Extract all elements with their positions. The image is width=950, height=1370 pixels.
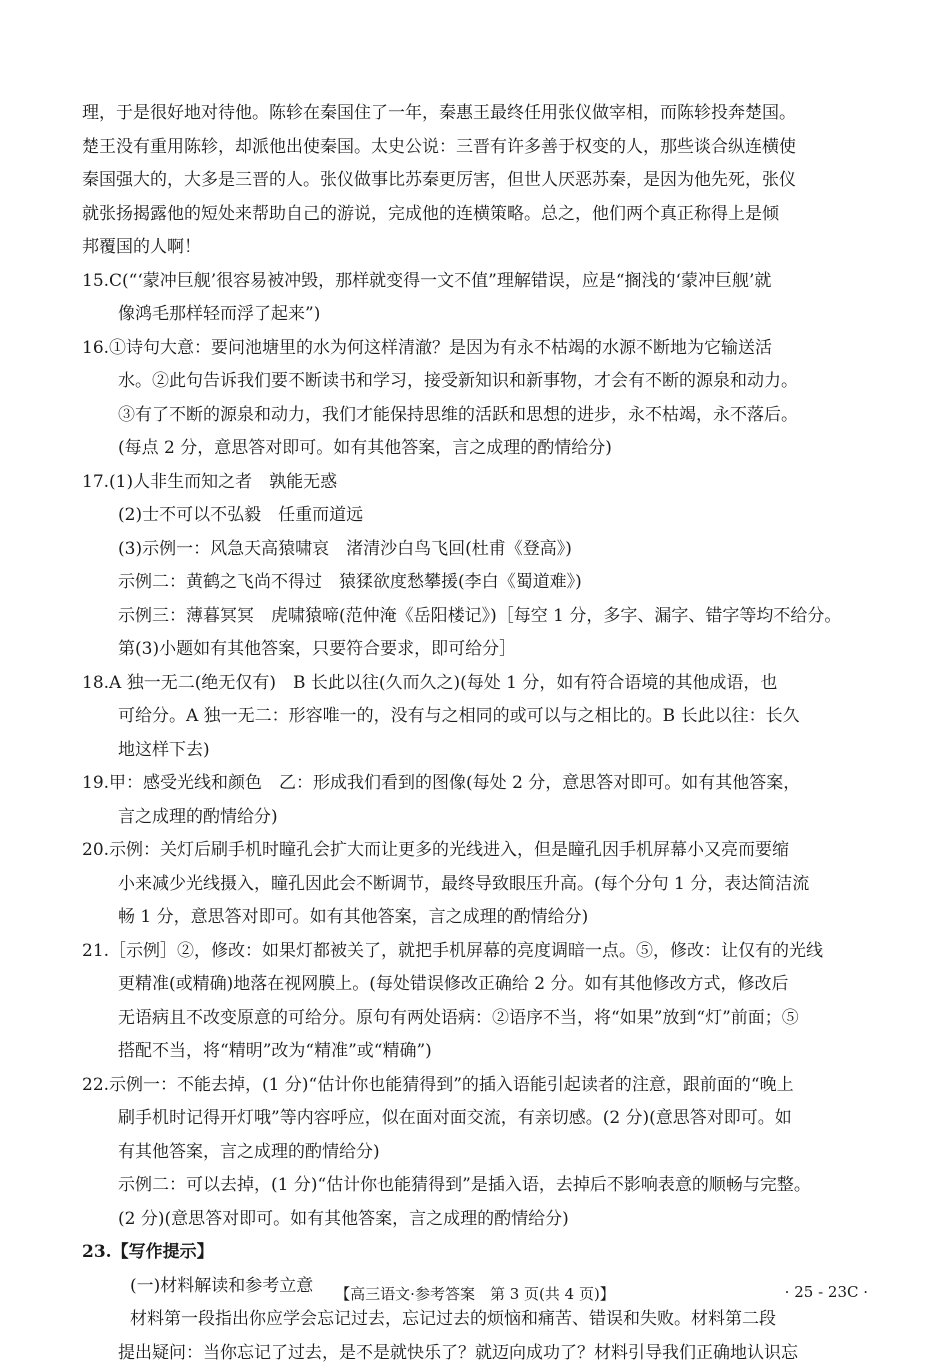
text-line: 20.示例：关灯后刷手机时瞳孔会扩大而让更多的光线进入，但是瞳孔因手机屏幕小又亮而要缩 [82,834,874,868]
text-line: 可给分。A 独一无二：形容唯一的，没有与之相同的或可以与之相比的。B 长此以往：长久 [82,700,874,734]
answer-text-block [82,97,874,1370]
text-line: 17.(1)人非生而知之者 孰能无惑 [82,466,874,500]
text-line: 示例三：薄暮冥冥 虎啸猿啼(范仲淹《岳阳楼记》)［每空 1 分，多字、漏字、错字等均不给分。 [82,600,874,634]
text-line: 19.甲：感受光线和颜色 乙：形成我们看到的图像(每处 2 分，意思答对即可。如有其他答案， [82,767,874,801]
text-line: 有其他答案，言之成理的酌情给分) [82,1136,874,1170]
text-line: 畅 1 分，意思答对即可。如有其他答案，言之成理的酌情给分) [82,901,874,935]
page-footer [0,1283,950,1311]
text-line: 像鸿毛那样轻而浮了起来”) [82,298,874,332]
text-line: 搭配不当，将“精明”改为“精准”或“精确”) [82,1035,874,1069]
text-line: 言之成理的酌情给分) [82,801,874,835]
text-line: 更精准(或精确)地落在视网膜上。(每处错误修改正确给 2 分。如有其他修改方式，修改后 [82,968,874,1002]
text-line: 示例二：黄鹤之飞尚不得过 猿猱欲度愁攀援(李白《蜀道难》) [82,566,874,600]
text-line: (2 分)(意思答对即可。如有其他答案，言之成理的酌情给分) [82,1203,874,1237]
text-line: 楚王没有重用陈轸，却派他出使秦国。太史公说：三晋有许多善于权变的人，那些谈合纵连横使 [82,131,874,165]
text-line: 刷手机时记得开灯哦”等内容呼应，似在面对面交流，有亲切感。(2 分)(意思答对即可。如 [82,1102,874,1136]
text-line: 小来减少光线摄入，瞳孔因此会不断调节，最终导致眼压升高。(每个分句 1 分，表达简洁流 [82,868,874,902]
text-line: (3)示例一：风急天高猿啸哀 渚清沙白鸟飞回(杜甫《登高》) [82,533,874,567]
text-line: 无语病且不改变原意的可给分。原句有两处语病：②语序不当，将“如果”放到“灯”前面；⑤ [82,1002,874,1036]
text-line: 材料第一段指出你应学会忘记过去，忘记过去的烦恼和痛苦、错误和失败。材料第二段 [82,1303,874,1337]
text-line: 地这样下去) [82,734,874,768]
text-line: 16.①诗句大意：要问池塘里的水为何这样清澈？是因为有永不枯竭的水源不断地为它输送活 [82,332,874,366]
text-line: 水。②此句告诉我们要不断读书和学习，接受新知识和新事物，才会有不断的源泉和动力。 [82,365,874,399]
text-line: 21.［示例］②，修改：如果灯都被关了，就把手机屏幕的亮度调暗一点。⑤，修改：让仅有的光线 [82,935,874,969]
text-line: 18.A 独一无二(绝无仅有) B 长此以往(久而久之)(每处 1 分，如有符合语境的其他成语，也 [82,667,874,701]
text-line: 第(3)小题如有其他答案，只要符合要求，即可给分］ [82,633,874,667]
text-line: (2)士不可以不弘毅 任重而道远 [82,499,874,533]
footer-page-info: 【高三语文·参考答案 第 3 页(共 4 页)】 [0,1283,950,1304]
text-line: (每点 2 分，意思答对即可。如有其他答案，言之成理的酌情给分) [82,432,874,466]
text-line: 邦覆国的人啊！ [82,231,874,265]
text-line: (一)材料解读和参考立意 [82,1270,874,1304]
text-line: 提出疑问：当你忘记了过去，是不是就快乐了？就迈向成功了？材料引导我们正确地认识忘 [82,1337,874,1370]
footer-code: · 25 - 23C · [785,1283,868,1301]
text-line: 就张扬揭露他的短处来帮助自己的游说，完成他的连横策略。总之，他们两个真正称得上是倾 [82,198,874,232]
text-line: 示例二：可以去掉，(1 分)“估计你也能猜得到”是插入语，去掉后不影响表意的顺畅与完整。 [82,1169,874,1203]
text-line: 22.示例一：不能去掉，(1 分)“估计你也能猜得到”的插入语能引起读者的注意，跟前面的“晚上 [82,1069,874,1103]
text-line: ③有了不断的源泉和动力，我们才能保持思维的活跃和思想的进步，永不枯竭，永不落后。 [82,399,874,433]
text-line: 15.C(“‘蒙冲巨舰’很容易被冲毁，那样就变得一文不值”理解错误，应是“搁浅的‘蒙冲巨舰’就 [82,265,874,299]
text-line: 秦国强大的，大多是三晋的人。张仪做事比苏秦更厉害，但世人厌恶苏秦，是因为他先死，张仪 [82,164,874,198]
text-line: 理，于是很好地对待他。陈轸在秦国住了一年，秦惠王最终任用张仪做宰相，而陈轸投奔楚国。 [82,97,874,131]
text-line: 23.【写作提示】 [82,1236,874,1270]
